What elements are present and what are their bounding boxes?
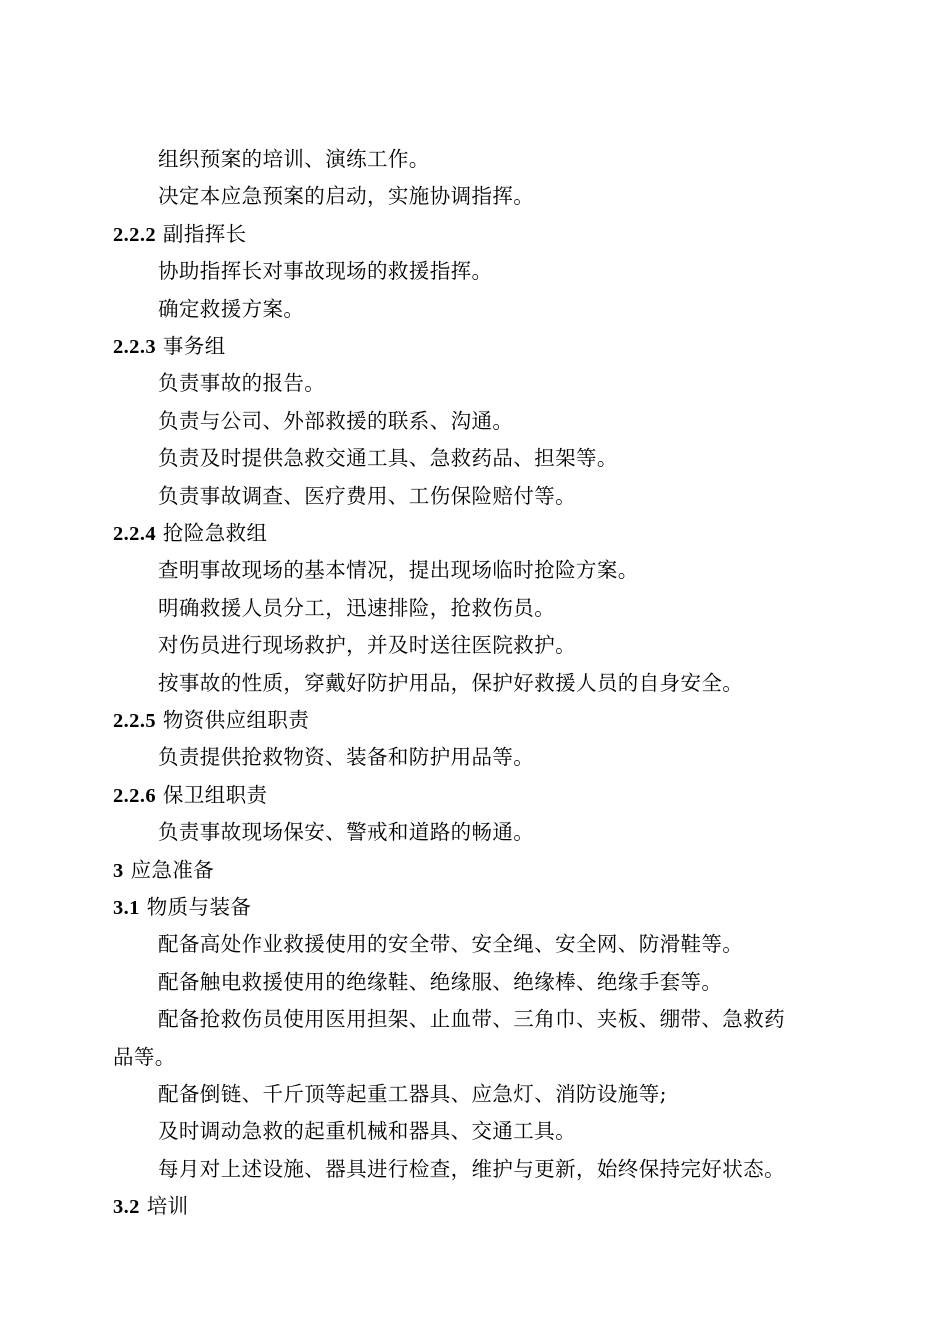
paragraph-line: 协助指挥长对事故现场的救援指挥。 (158, 259, 493, 284)
paragraph-line: 查明事故现场的基本情况，提出现场临时抢险方案。 (158, 558, 639, 583)
paragraph-line: 配备抢救伤员使用医用担架、止血带、三角巾、夹板、绷带、急救药 (158, 1007, 785, 1032)
paragraph-line: 决定本应急预案的启动，实施协调指挥。 (158, 184, 535, 209)
section-heading (113, 852, 838, 889)
section-heading (113, 702, 838, 739)
paragraph-line: 负责与公司、外部救援的联系、沟通。 (158, 408, 514, 433)
section-number: 2.2.4 (113, 523, 156, 545)
paragraph-line: 按事故的性质，穿戴好防护用品，保护好救援人员的自身安全。 (158, 670, 744, 695)
section-number: 3.1 (113, 897, 140, 919)
paragraph-line: 负责及时提供急救交通工具、急救药品、担架等。 (158, 446, 618, 471)
section-title: 事务组 (156, 334, 226, 358)
paragraph-line: 负责事故现场保安、警戒和道路的畅通。 (158, 820, 535, 845)
paragraph-line: 配备倒链、千斤顶等起重工器具、应急灯、消防设施等; (158, 1082, 667, 1106)
paragraph-line: 负责事故调查、医疗费用、工伤保险赔付等。 (158, 483, 576, 508)
paragraph-line: 对伤员进行现场救护，并及时送往医院救护。 (158, 633, 576, 658)
section-title: 抢险急救组 (156, 521, 268, 545)
paragraph-line: 组织预案的培训、演练工作。 (158, 147, 430, 171)
section-heading (113, 216, 838, 253)
paragraph-line: 负责事故的报告。 (158, 371, 326, 396)
section-heading (113, 515, 838, 552)
paragraph-line: 配备触电救援使用的绝缘鞋、绝缘服、绝缘棒、绝缘手套等。 (158, 969, 723, 994)
section-number: 2.2.5 (113, 710, 156, 732)
section-number: 2.2.6 (113, 784, 156, 807)
section-heading (113, 328, 838, 365)
section-title: 物资供应组职责 (156, 708, 310, 732)
section-heading (113, 1188, 838, 1225)
section-number: 3.2 (113, 1196, 140, 1219)
paragraph-line: 及时调动急救的起重机械和器具、交通工具。 (158, 1119, 576, 1144)
paragraph-continuation: 品等。 (113, 1044, 176, 1069)
paragraph-line: 明确救援人员分工，迅速排险，抢救伤员。 (158, 595, 556, 620)
section-heading (113, 777, 838, 814)
section-title: 副指挥长 (156, 221, 247, 246)
paragraph-line: 确定救援方案。 (158, 296, 305, 321)
section-title: 物质与装备 (139, 895, 252, 919)
section-title: 培训 (139, 1194, 189, 1219)
paragraph-line: 负责提供抢救物资、装备和防护用品等。 (158, 745, 535, 770)
section-number: 2.2.3 (113, 336, 156, 358)
paragraph-line: 配备高处作业救援使用的安全带、安全绳、安全网、防滑鞋等。 (158, 932, 744, 957)
section-number: 2.2.2 (113, 223, 156, 246)
section-number: 3 (113, 859, 124, 882)
section-title: 应急准备 (123, 857, 215, 882)
paragraph-line: 每月对上述设施、器具进行检查，维护与更新，始终保持完好状态。 (158, 1156, 785, 1181)
section-heading (113, 889, 838, 926)
section-title: 保卫组职责 (156, 782, 268, 807)
